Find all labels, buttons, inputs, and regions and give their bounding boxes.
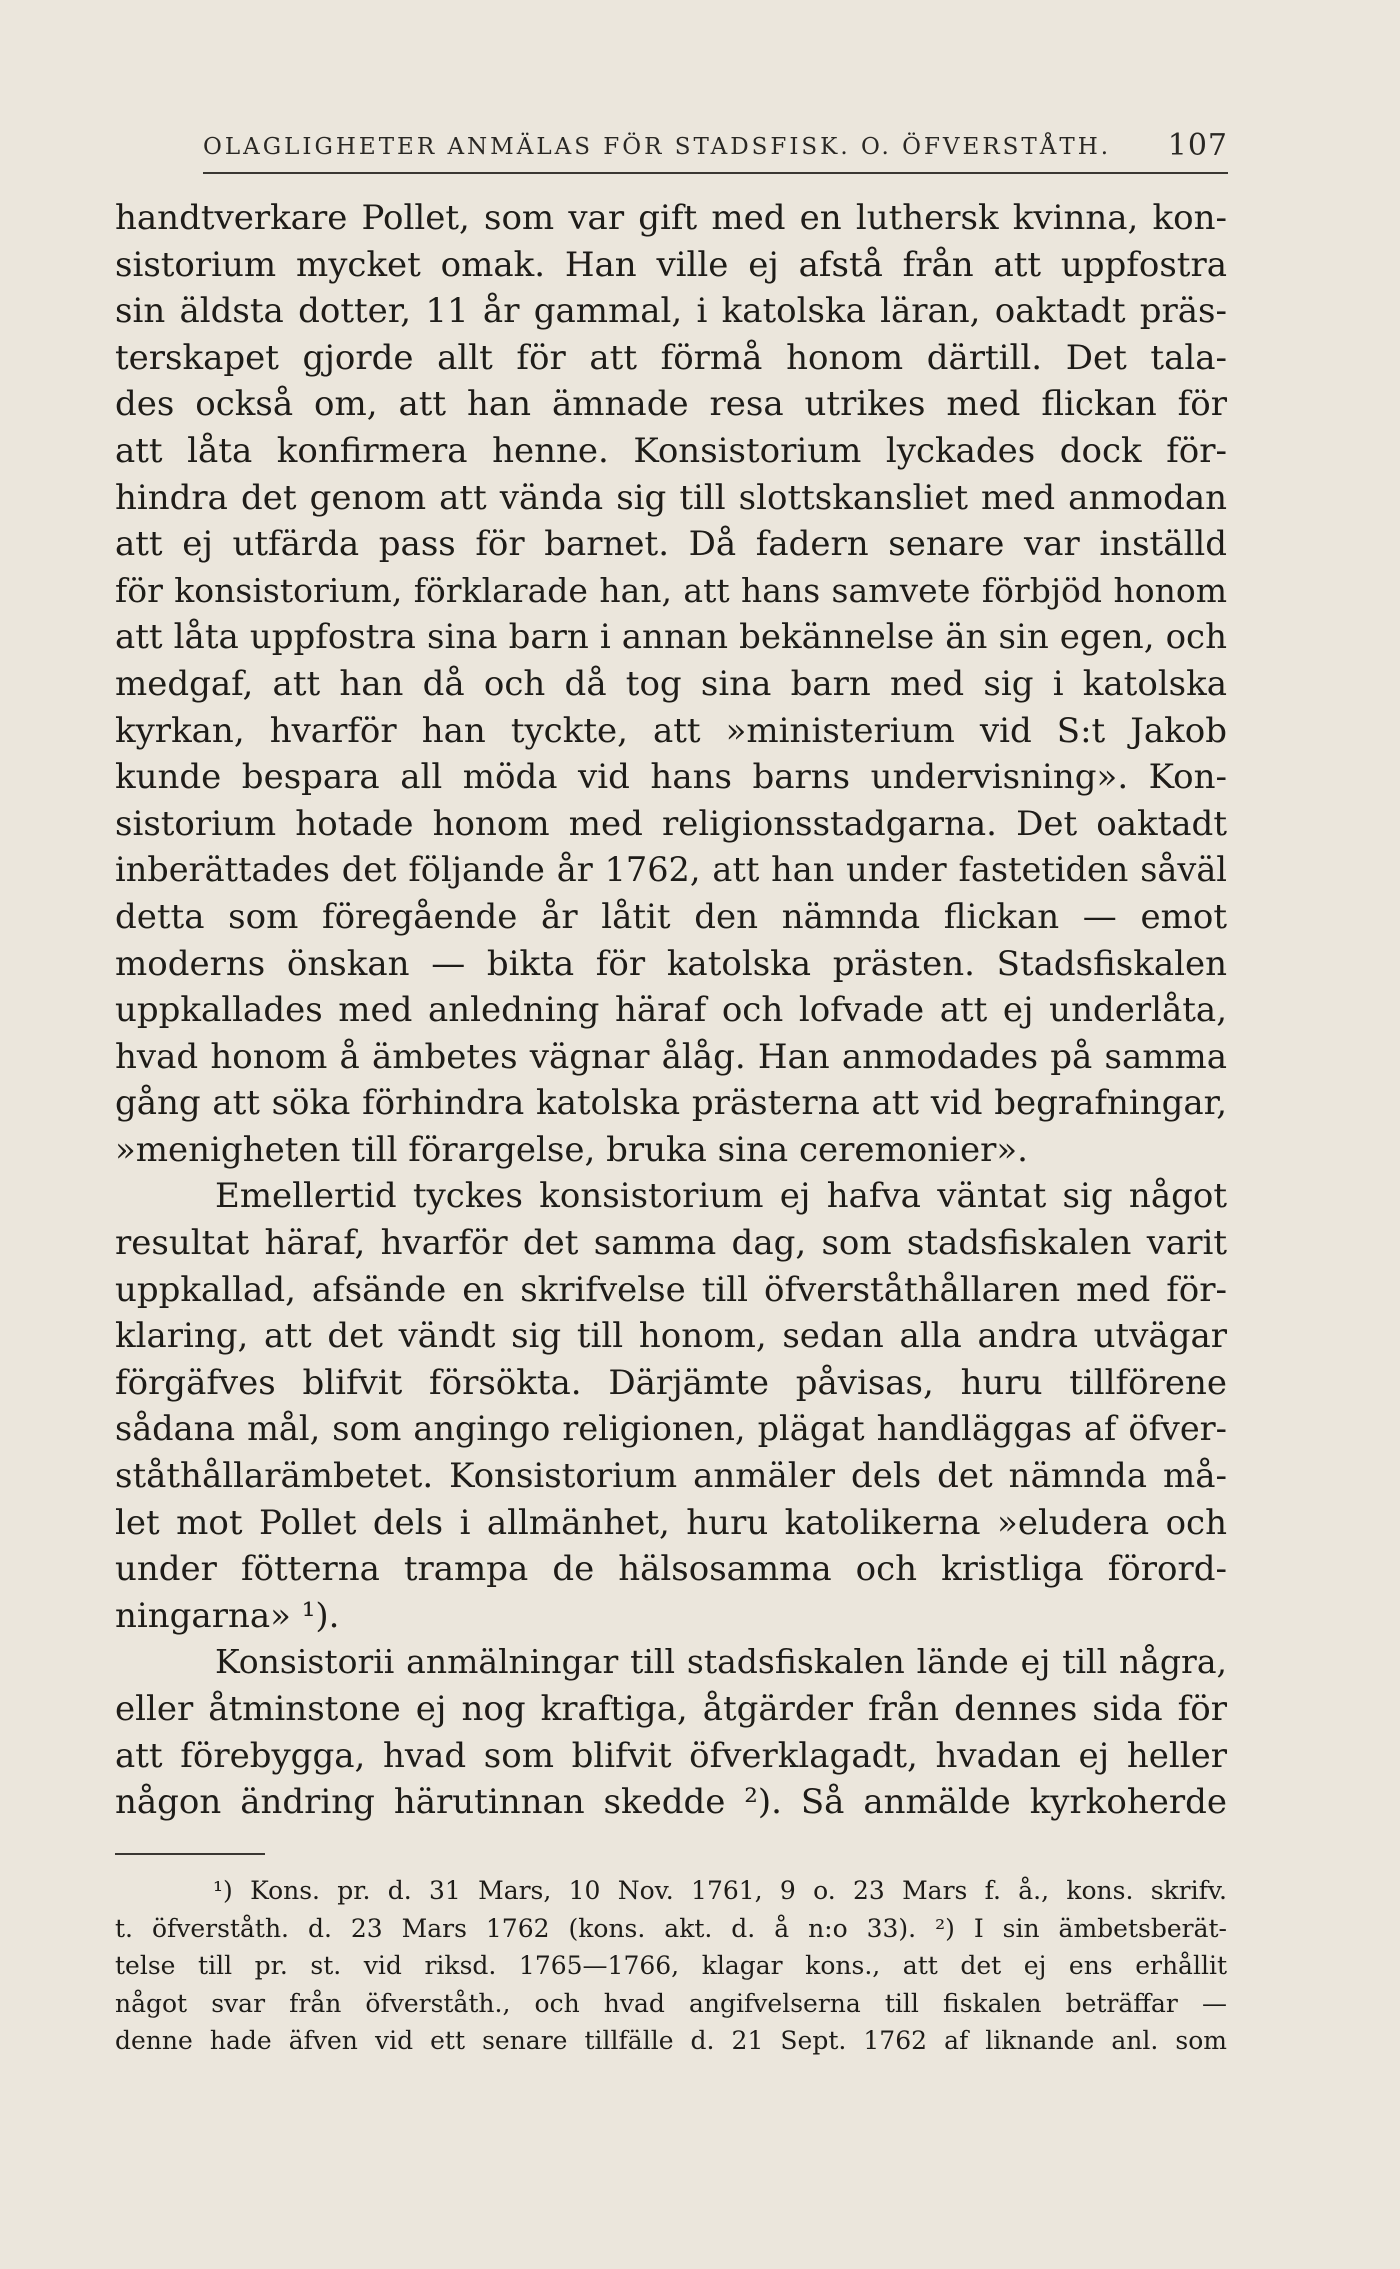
body-line: des också om, att han ämnade resa utrikes med flickan för [115, 384, 1227, 425]
body-line: sin äldsta dotter, 11 år gammal, i katolska läran, oaktadt präs- [115, 291, 1227, 332]
body-line: sådana mål, som angingo religionen, plägat handläggas af öfver- [115, 1409, 1227, 1449]
body-line: hvad honom å ämbetes vägnar ålåg. Han anmodades på samma [115, 1036, 1227, 1077]
body-line: moderns önskan — bikta för katolska prästen. Stadsfiskalen [115, 943, 1227, 984]
body-line: sistorium mycket omak. Han ville ej afstå från att uppfostra [115, 244, 1227, 285]
footnote-line: denne hade äfven vid ett senare tillfälle d. 21 Sept. 1762 af liknande anl. som [115, 2026, 1227, 2055]
body-line: under fötterna trampa de hälsosamma och kristliga förord- [115, 1549, 1227, 1590]
body-line: terskapet gjorde allt för att förmå honom därtill. Det tala- [115, 337, 1227, 378]
body-line: ningarna» ¹). [115, 1595, 340, 1636]
body-line: att ej utfärda pass för barnet. Då fadern senare var inställd [115, 524, 1227, 565]
body-line: »menigheten till förargelse, bruka sina ceremonier». [115, 1129, 1028, 1170]
body-line: inberättades det följande år 1762, att han under fastetiden såväl [115, 850, 1227, 890]
body-line: uppkallades med anledning häraf och lofvade att ej underlåta, [115, 990, 1227, 1031]
body-line: handtverkare Pollet, som var gift med en luthersk kvinna, kon- [115, 198, 1227, 238]
body-line: kunde bespara all möda vid hans barns undervisning». Kon- [115, 757, 1227, 798]
page-header [203, 128, 1228, 168]
body-line: att låta uppfostra sina barn i annan bekännelse än sin egen, och [115, 617, 1227, 658]
body-line: medgaf, att han då och då tog sina barn med sig i katolska [115, 663, 1227, 704]
body-line: att förebygga, hvad som blifvit öfverklagadt, hvadan ej heller [115, 1735, 1227, 1776]
body-line: förgäfves blifvit försökta. Därjämte påvisas, huru tillförene [115, 1362, 1227, 1403]
body-line: eller åtminstone ej nog kraftiga, åtgärder från dennes sida för [115, 1689, 1227, 1729]
body-line: let mot Pollet dels i allmänhet, huru katolikerna »eludera och [115, 1502, 1227, 1543]
body-line: gång att söka förhindra katolska prästerna att vid begrafningar, [115, 1083, 1227, 1124]
footnote-line: telse till pr. st. vid riksd. 1765—1766, klagar kons., att det ej ens erhållit [115, 1951, 1227, 1980]
body-line: att låta konfirmera henne. Konsistorium lyckades dock för- [115, 430, 1227, 471]
body-line: uppkallad, afsände en skrifvelse till öfverståthållaren med för- [115, 1269, 1227, 1310]
body-line: Konsistorii anmälningar till stadsfiskalen lände ej till några, [215, 1642, 1227, 1682]
body-line: någon ändring härutinnan skedde ²). Så anmälde kyrkoherde [115, 1782, 1227, 1823]
running-title: OLAGLIGHETER ANMÄLAS FÖR STADSFISK. O. ÖFVERSTÅTH. [203, 134, 1112, 160]
body-line: hindra det genom att vända sig till slottskansliet med anmodan [115, 477, 1227, 518]
header-rule [203, 172, 1228, 174]
footnote-line: ¹) Kons. pr. d. 31 Mars, 10 Nov. 1761, 9 o. 23 Mars f. å., kons. skrifv. [213, 1876, 1227, 1905]
footnotes [115, 1872, 1227, 2060]
body-line: resultat häraf, hvarför det samma dag, som stadsfiskalen varit [115, 1223, 1227, 1264]
body-line: kyrkan, hvarför han tyckte, att »ministerium vid S:t Jakob [115, 710, 1227, 751]
footnote-line: något svar från öfverståth., och hvad angifvelserna till fiskalen beträffar — [115, 1988, 1227, 2018]
body-text [115, 195, 1227, 1826]
body-line: Emellertid tyckes konsistorium ej hafva väntat sig något [215, 1176, 1227, 1217]
body-line: klaring, att det vändt sig till honom, sedan alla andra utvägar [115, 1316, 1227, 1357]
body-line: ståthållarämbetet. Konsistorium anmäler dels det nämnda må- [115, 1456, 1227, 1497]
footnote-line: t. öfverståth. d. 23 Mars 1762 (kons. akt. d. å n:o 33). ²) I sin ämbetsberät- [115, 1913, 1227, 1943]
body-line: detta som föregående år låtit den nämnda flickan — emot [115, 896, 1227, 937]
page-number: 107 [1167, 128, 1228, 163]
footnote-rule [115, 1853, 265, 1855]
body-line: för konsistorium, förklarade han, att hans samvete förbjöd honom [115, 570, 1227, 610]
body-line: sistorium hotade honom med religionsstadgarna. Det oaktadt [115, 803, 1227, 844]
